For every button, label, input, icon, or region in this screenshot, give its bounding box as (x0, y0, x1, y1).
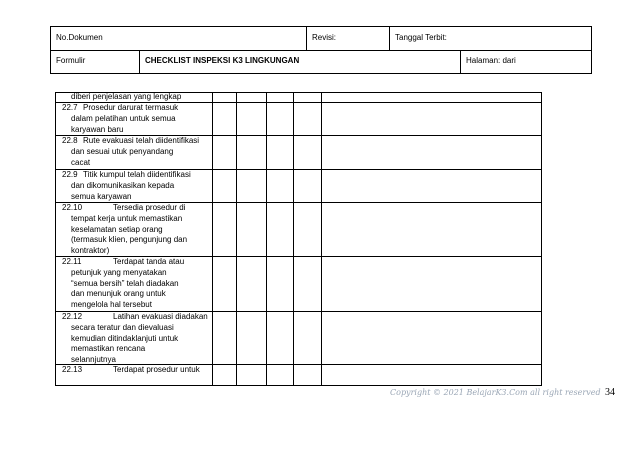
page-number: 34 (605, 387, 616, 398)
item-number: 22.13 (62, 365, 83, 374)
item-number: 22.8 (62, 136, 78, 145)
item-number: 22.7 (62, 103, 78, 112)
item-number: 22.9 (62, 170, 78, 179)
header-row-1 (51, 27, 591, 51)
no-dokumen-label: No.Dokumen (56, 33, 103, 42)
item-number: 22.11 (62, 257, 82, 266)
page-footer (390, 382, 616, 398)
tanggal-terbit-label: Tanggal Terbit: (395, 33, 447, 42)
formulir-label: Formulir (56, 56, 86, 65)
copyright-text: Copyright © 2021 BelajarK3.Com all right reserved (390, 388, 601, 397)
header-row-2 (51, 50, 591, 73)
revisi-label: Revisi: (312, 33, 337, 42)
item-number: 22.12 (62, 312, 83, 321)
document-title: CHECKLIST INSPEKSI K3 LINGKUNGAN (145, 56, 300, 65)
document-header (50, 26, 592, 74)
checklist-table: diberi penjelasan yang lengkap 22.7 Prosedur darurat termasuk dalam pelatihan untuk semua karyawan baru 22.8 Rute evakuasi telah diidentifikasi dan sesuai utuk penyandang cacat 22.9 Titik kumpul telah diidentifikasi dan dikomunikasikan kepada semua karyawan 22.10 Tersedia prosedur di tempat kerja untuk memastikan keselamatan setiap orang (termasuk klien, pengunjung dan kontraktor) 22.11 Terdapat tanda atau petunjuk yang menyatakan “semua bersih” telah diadakan dan menunjuk orang untuk mengelola hal tersebut 22.12 Latihan evakuasi diadakan secara teratur dan dievaluasi kemudian ditindaklanjuti untuk memastikan rencana selannjutnya 22.13 Terdapat prosedur untuk (55, 92, 542, 386)
halaman-label: Halaman: dari (466, 56, 516, 65)
item-number: 22.10 (62, 203, 83, 212)
